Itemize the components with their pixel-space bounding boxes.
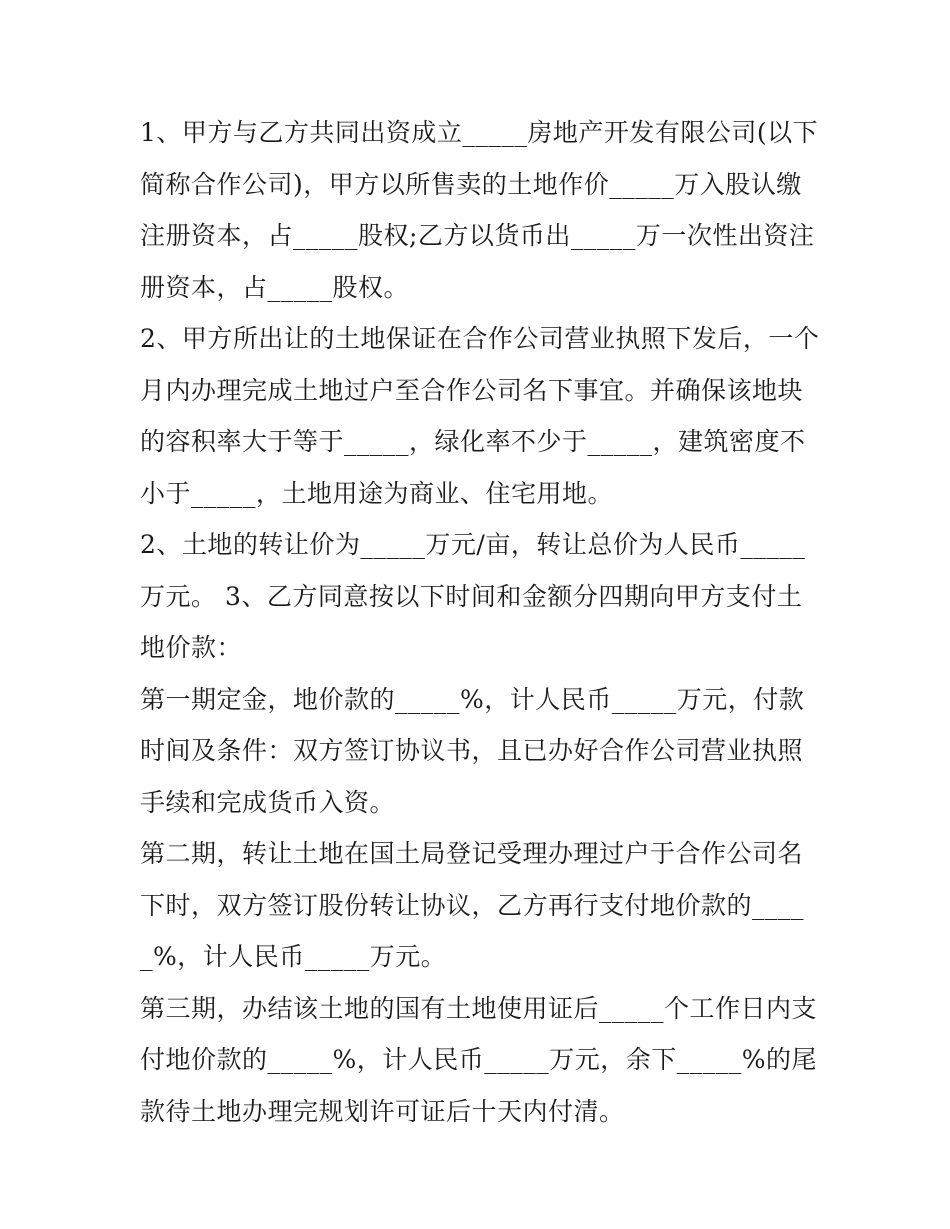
paragraph-payment-phase-1: 第一期定金，地价款的_____%，计人民币_____万元，付款时间及条件：双方签订协议书，且已办好合作公司营业执照手续和完成货币入资。 (140, 684, 805, 817)
paragraph-capital-contribution: 1、甲方与乙方共同出资成立_____房地产开发有限公司(以下简称合作公司)，甲方以所售卖的土地作价_____万入股认缴注册资本，占_____股权;乙方以货币出_____万一次性出资注册资本，占_____股权。 (140, 118, 819, 302)
paragraph-payment-phase-3: 第三期，办结该土地的国有土地使用证后_____个工作日内支付地价款的_____%，计人民币_____万元，余下_____%的尾款待土地办理完规划许可证后十天内付清。 (140, 993, 818, 1126)
paragraph-land-transfer-guarantee: 2、甲方所出让的土地保证在合作公司营业执照下发后，一个月内办理完成土地过户至合作公司名下事宜。并确保该地块的容积率大于等于_____，绿化率不少于_____，建筑密度不小于_____，土地用途为商业、住宅用地。 (140, 324, 820, 508)
paragraph-transfer-price: 2、土地的转让价为_____万元/亩，转让总价为人民币_____万元。 3、乙方同意按以下时间和金额分四期向甲方支付土地价款： (140, 530, 806, 662)
paragraph-payment-phase-2: 第二期，转让土地在国土局登记受理办理过户于合作公司名下时，双方签订股份转让协议，乙方再行支付地价款的_____%，计人民币_____万元。 (140, 839, 805, 971)
document-body (140, 107, 820, 1137)
